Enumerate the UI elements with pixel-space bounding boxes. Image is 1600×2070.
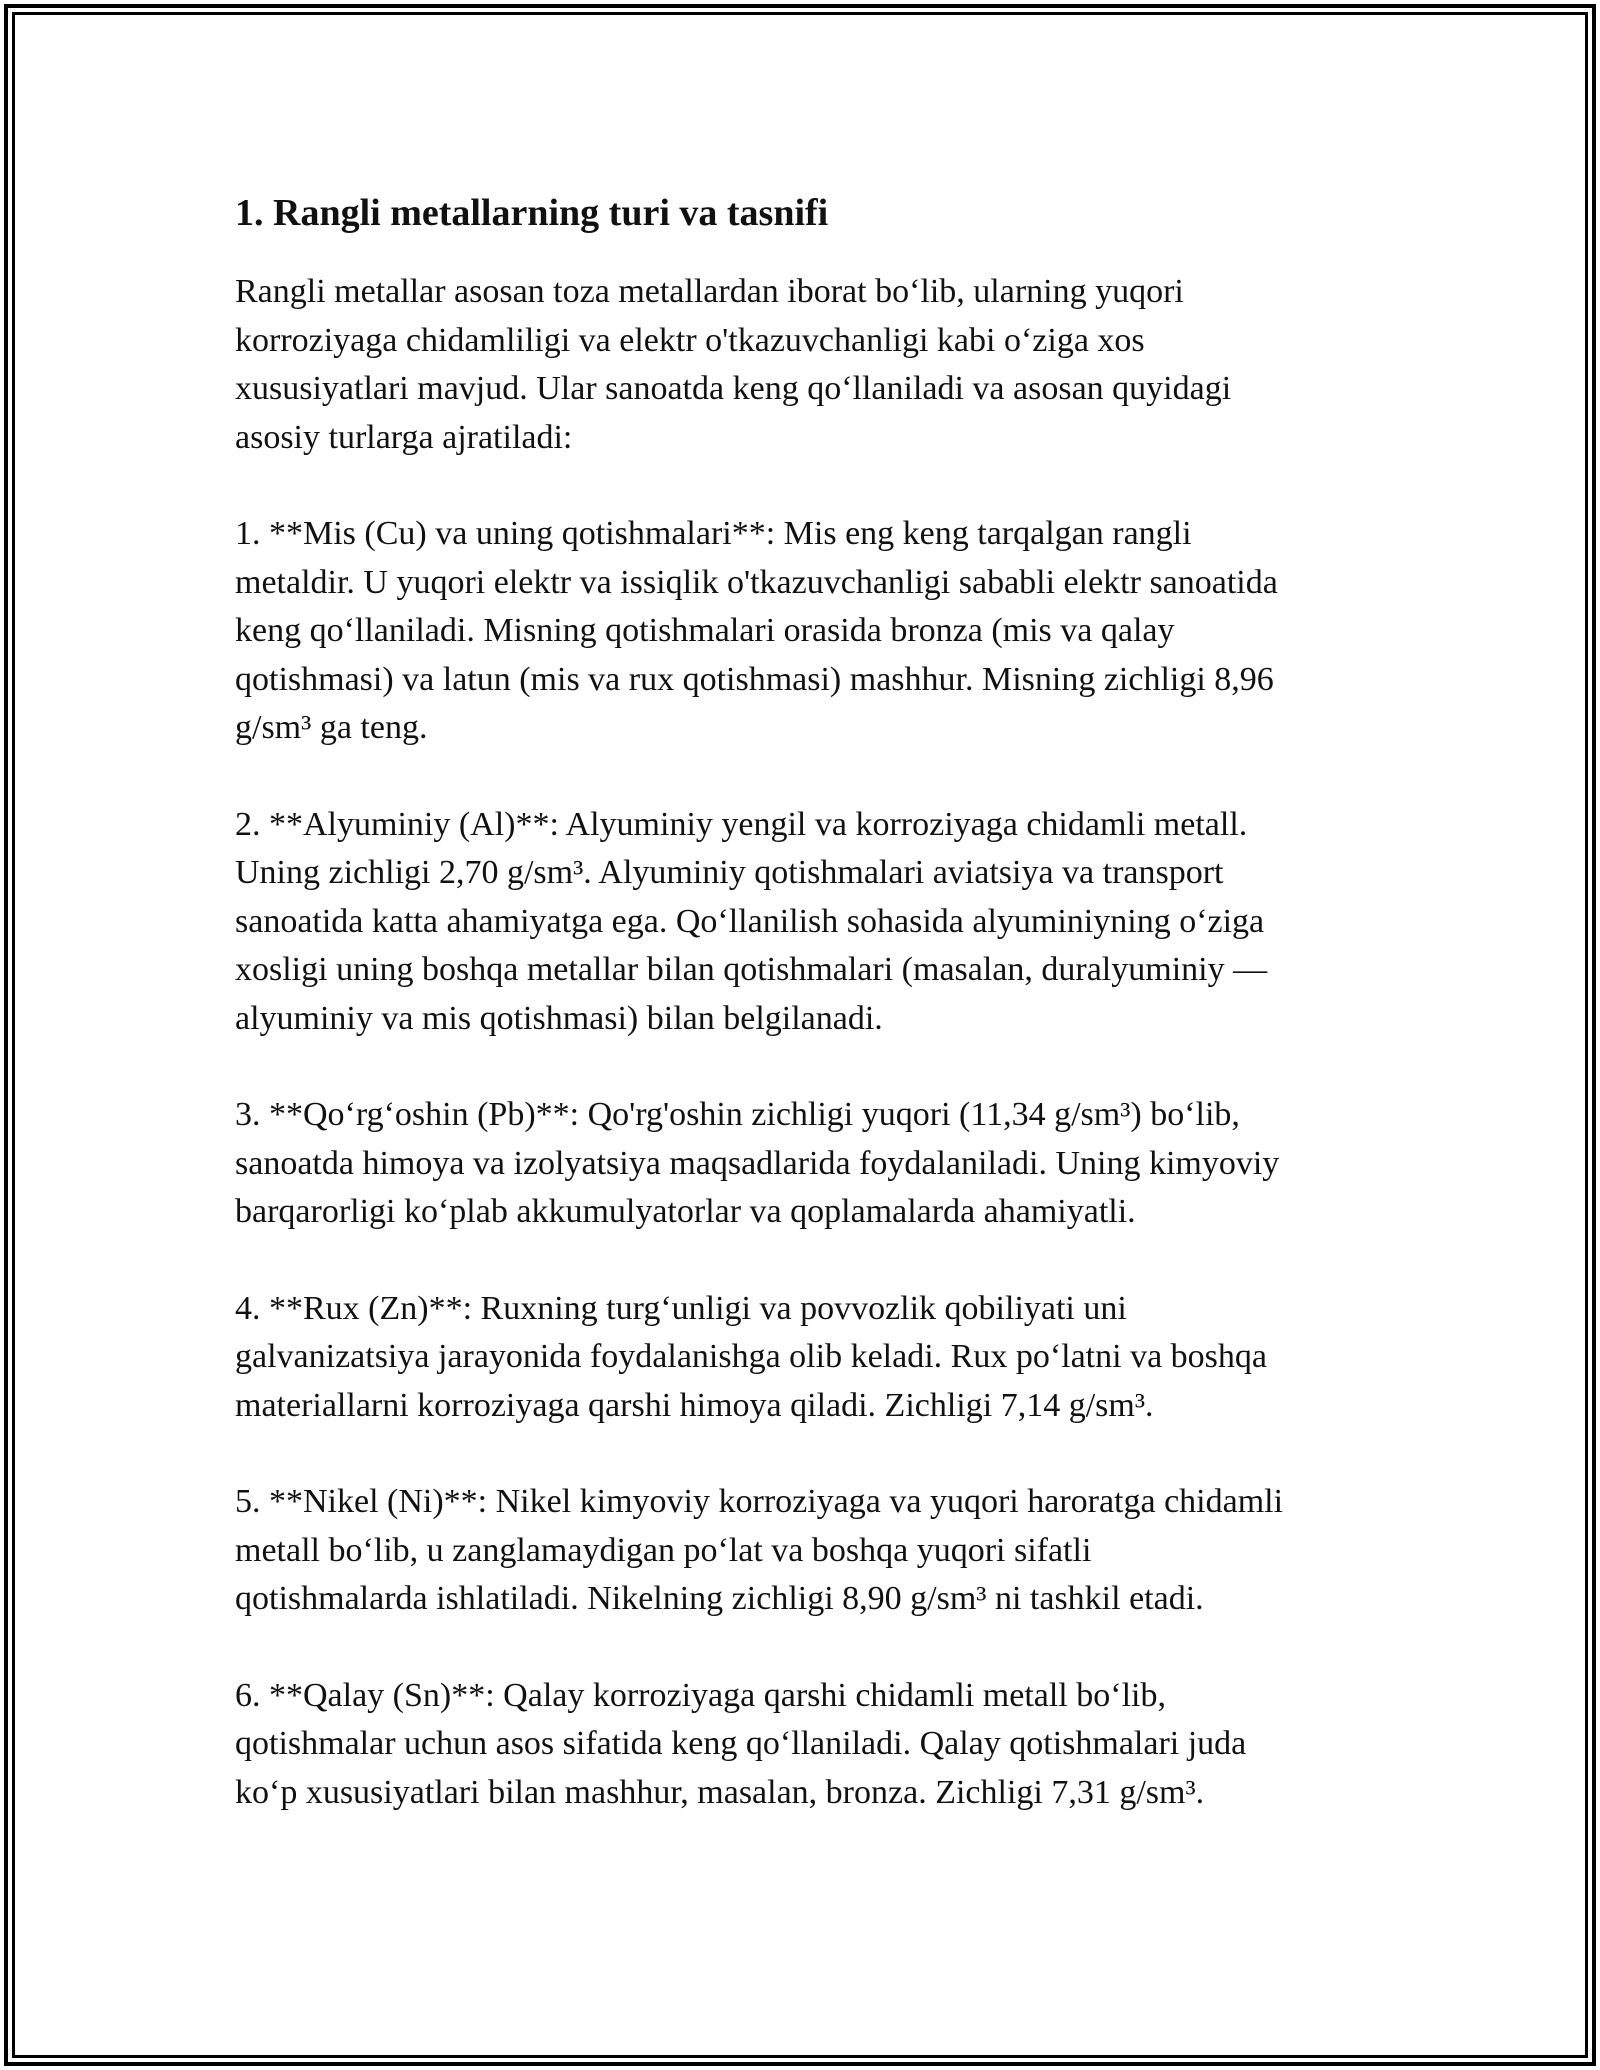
list-item-tin: 6. **Qalay (Sn)**: Qalay korroziyaga qarshi chidamli metall bo‘lib, qotishmalar uchun asos sifatida keng qo‘llaniladi. Qalay qotishmalari juda ko‘p xususiyatlari bilan mashhur, masalan, bronza. Zichligi 7,31 g/sm³.	[235, 1676, 1247, 1811]
list-item-aluminum: 2. **Alyuminiy (Al)**: Alyuminiy yengil va korroziyaga chidamli metall. Uning zichligi 2,70 g/sm³. Alyuminiy qotishmalari aviatsiya va transport sanoatida katta ahamiyatga ega. Qo‘llanilish sohasida alyuminiyning o‘ziga xosligi uning boshqa metallar bilan qotishmalari (masalan, duralyuminiy — alyuminiy va mis qotishmasi) bilan belgilanadi.	[235, 805, 1268, 1037]
list-item-lead: 3. **Qo‘rg‘oshin (Pb)**: Qo'rg'oshin zichligi yuqori (11,34 g/sm³) bo‘lib, sanoatda himoya va izolyatsiya maqsadlarida foydalaniladi. Uning kimyoviy barqarorligi ko‘plab akkumulyatorlar va qoplamalarda ahamiyatli.	[235, 1096, 1280, 1230]
list-item-copper: 1. **Mis (Cu) va uning qotishmalari**: Mis eng keng tarqalgan rangli metaldir. U yuqori elektr va issiqlik o'tkazuvchanligi sababli elektr sanoatida keng qo‘llaniladi. Misning qotishmalari orasida bronza (mis va qalay qotishmasi) va latun (mis va rux qotishmasi) mashhur. Misning zichligi 8,96 g/sm³ ga teng.	[235, 515, 1278, 746]
section-heading: 1. Rangli metallarning turi va tasnifi	[235, 192, 829, 234]
list-item-nickel: 5. **Nikel (Ni)**: Nikel kimyoviy korroziyaga va yuqori haroratga chidamli metall bo‘lib, u zanglamaydigan po‘lat va boshqa yuqori sifatli qotishmalarda ishlatiladi. Nikelning zichligi 8,90 g/sm³ ni tashkil etadi.	[235, 1483, 1284, 1617]
intro-paragraph: Rangli metallar asosan toza metallardan iborat bo‘lib, ularning yuqori korroziyaga chidamliligi va elektr o'tkazuvchanligi kabi o‘ziga xos xususiyatlari mavjud. Ular sanoatda keng qo‘llaniladi va asosan quyidagi asosiy turlarga ajratiladi:	[235, 273, 1232, 456]
document-body	[235, 190, 1375, 1865]
list-item-zinc: 4. **Rux (Zn)**: Ruxning turg‘unligi va povvozlik qobiliyati uni galvanizatsiya jarayonida foydalanishga olib keladi. Rux po‘latni va boshqa materiallarni korroziyaga qarshi himoya qiladi. Zichligi 7,14 g/sm³.	[235, 1289, 1267, 1424]
